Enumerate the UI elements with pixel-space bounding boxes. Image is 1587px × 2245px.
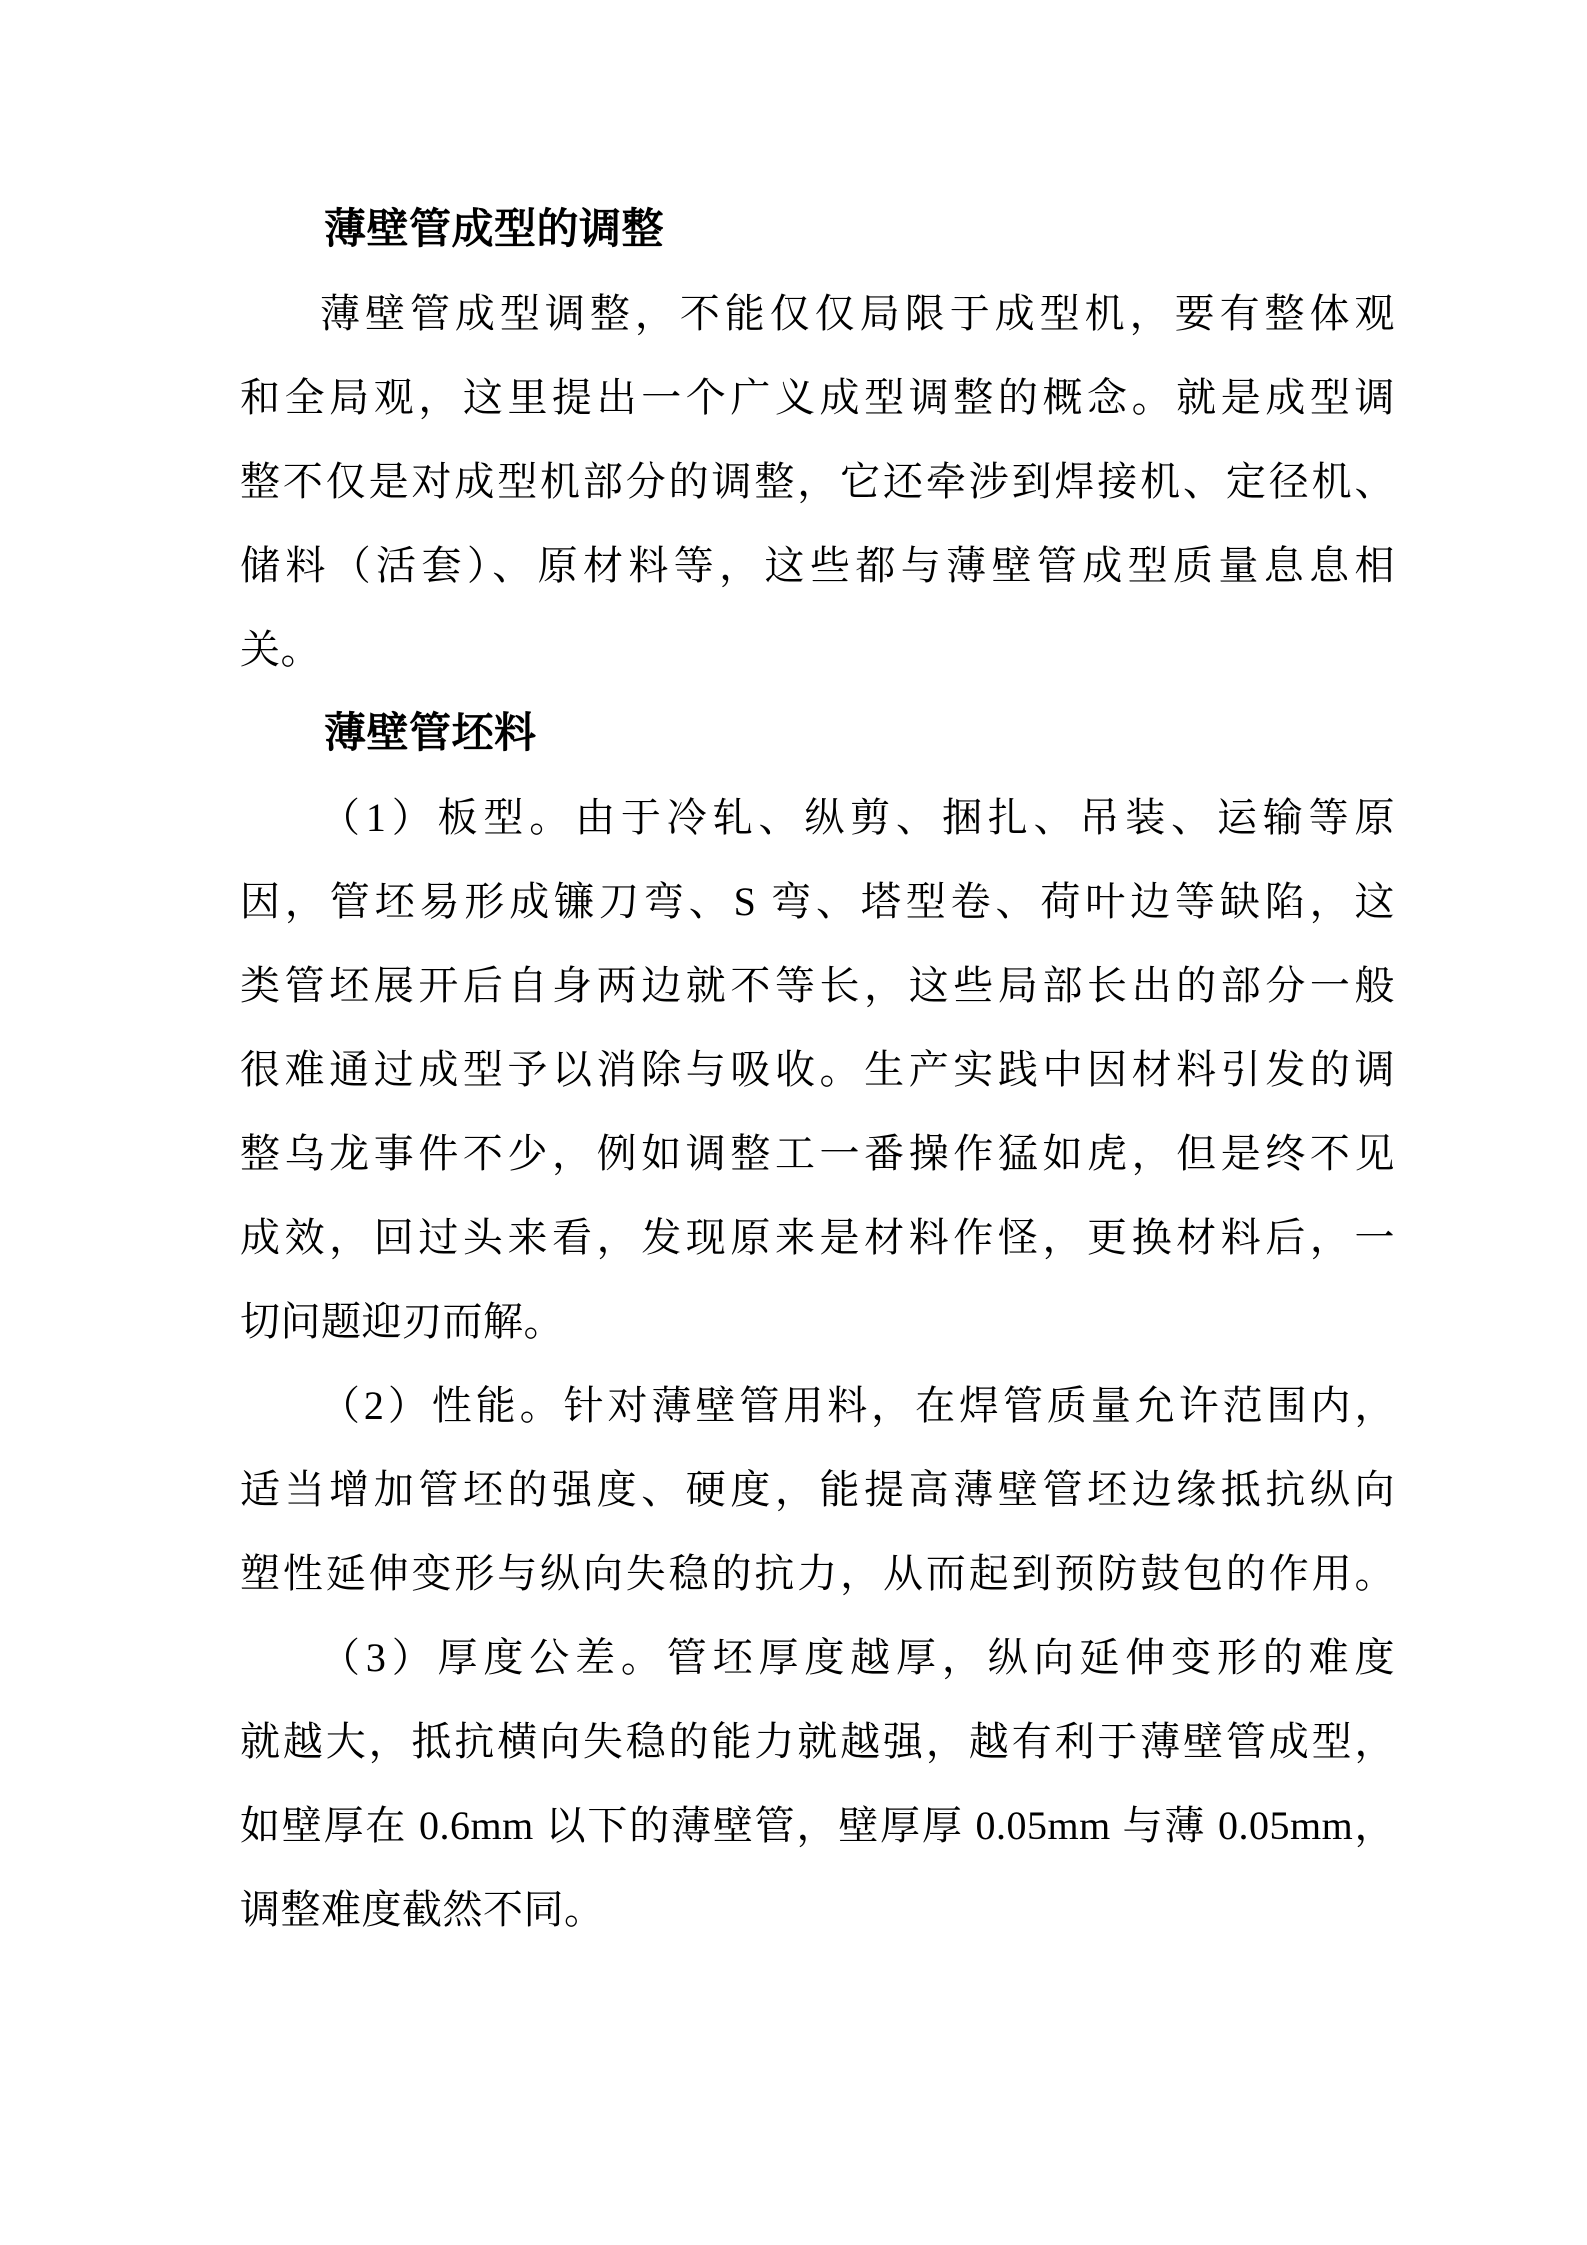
text-line: 整不仅是对成型机部分的调整，它还牵涉到焊接机、定径机、	[240, 459, 1395, 504]
document-content	[240, 188, 1395, 1952]
text-line: 切问题迎刃而解。	[240, 1299, 564, 1344]
text-line: （1）板型。由于冷轧、纵剪、捆扎、吊装、运输等原	[320, 795, 1395, 840]
text-line: 适当增加管坯的强度、硬度，能提高薄壁管坯边缘抵抗纵向	[240, 1467, 1395, 1512]
text-line: 薄壁管成型调整，不能仅仅局限于成型机，要有整体观	[320, 291, 1395, 336]
text-line: 调整难度截然不同。	[240, 1887, 605, 1932]
text-line: 很难通过成型予以消除与吸收。生产实践中因材料引发的调	[240, 1047, 1395, 1092]
section-heading: 薄壁管坯料	[324, 711, 537, 757]
text-line: （2）性能。针对薄壁管用料，在焊管质量允许范围内，	[320, 1383, 1395, 1428]
section-heading: 薄壁管成型的调整	[324, 207, 665, 253]
text-line: 整乌龙事件不少，例如调整工一番操作猛如虎，但是终不见	[240, 1131, 1395, 1176]
text-line: 成效，回过头来看，发现原来是材料作怪，更换材料后，一	[240, 1215, 1395, 1260]
text-line: 关。	[240, 627, 321, 672]
text-line: 和全局观，这里提出一个广义成型调整的概念。就是成型调	[240, 375, 1395, 420]
text-line: 塑性延伸变形与纵向失稳的抗力，从而起到预防鼓包的作用。	[240, 1551, 1395, 1596]
text-line: 因，管坯易形成镰刀弯、S 弯、塔型卷、荷叶边等缺陷，这	[240, 879, 1395, 924]
text-line: 如壁厚在 0.6mm 以下的薄壁管，壁厚厚 0.05mm 与薄 0.05mm，	[240, 1803, 1395, 1848]
text-line: （3）厚度公差。管坯厚度越厚，纵向延伸变形的难度	[320, 1635, 1395, 1680]
text-line: 类管坯展开后自身两边就不等长，这些局部长出的部分一般	[240, 963, 1395, 1008]
text-line: 储料（活套）、原材料等，这些都与薄壁管成型质量息息相	[240, 543, 1395, 588]
text-line: 就越大，抵抗横向失稳的能力就越强，越有利于薄壁管成型，	[240, 1719, 1395, 1764]
